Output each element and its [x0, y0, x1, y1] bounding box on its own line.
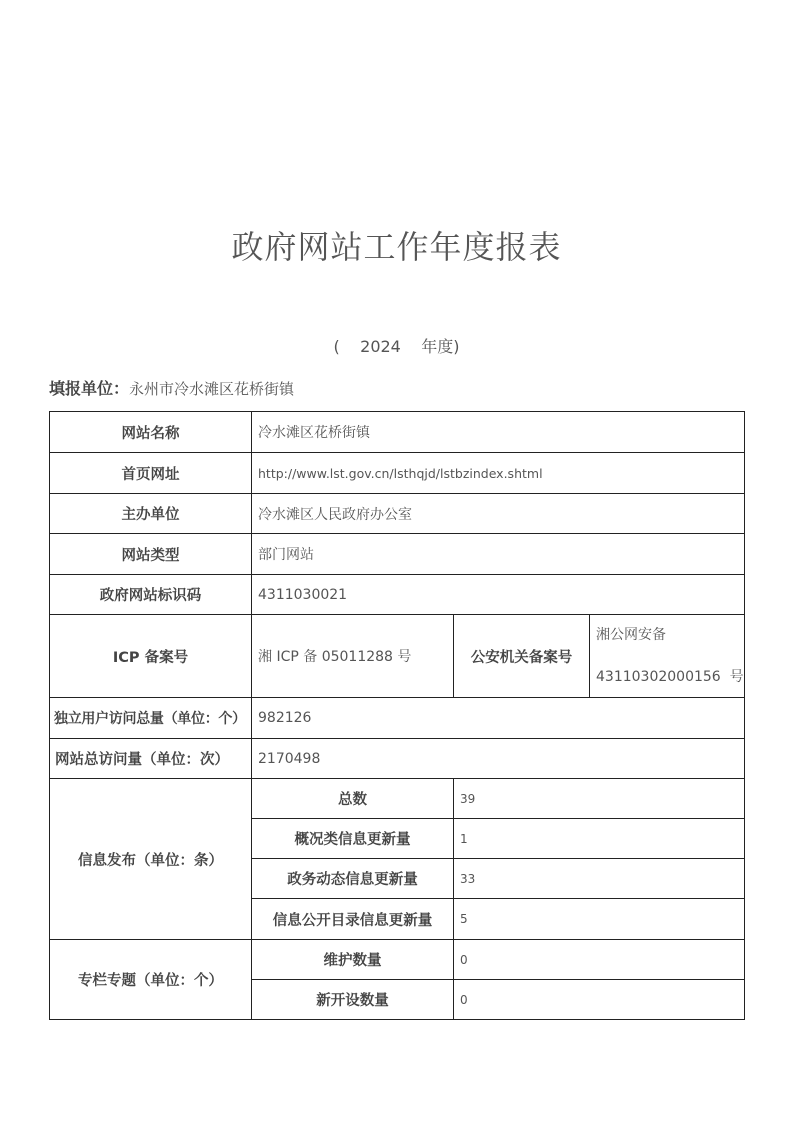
filling-unit: [49, 376, 294, 399]
police-record-line2: 43110302000156 号: [596, 669, 744, 685]
table-row: [50, 779, 745, 819]
table-row: [50, 412, 745, 453]
sponsor-label: 主办单位: [50, 494, 252, 534]
table-row: [50, 615, 745, 698]
icp-value: 湘 ICP 备 05011288 号: [252, 615, 454, 698]
report-year: ( 2024 年度): [333, 337, 460, 356]
columns-item-value: 0: [454, 940, 745, 980]
table-row: [50, 698, 745, 739]
site-name-label: 网站名称: [50, 412, 252, 453]
homepage-value: http://www.lst.gov.cn/lsthqjd/lstbzindex.shtml: [252, 453, 745, 494]
site-type-label: 网站类型: [50, 534, 252, 575]
unique-visitors-value: 982126: [252, 698, 745, 739]
columns-topics-label: 专栏专题（单位：个）: [50, 940, 252, 1020]
filling-unit-label: 填报单位：: [49, 379, 130, 398]
report-table: [49, 411, 745, 1020]
table-row: [50, 940, 745, 980]
columns-item-label: 新开设数量: [252, 980, 454, 1020]
table-row: [50, 739, 745, 779]
info-publish-item-value: 1: [454, 819, 745, 859]
info-publish-item-value: 39: [454, 779, 745, 819]
site-type-value: 部门网站: [252, 534, 745, 575]
total-visits-value: 2170498: [252, 739, 745, 779]
document-title: 政府网站工作年度报表: [231, 228, 562, 266]
total-visits-label: 网站总访问量（单位：次）: [50, 739, 252, 779]
unique-visitors-label: 独立用户访问总量（单位：个）: [50, 698, 252, 739]
sponsor-value: 冷水滩区人民政府办公室: [252, 494, 745, 534]
homepage-label: 首页网址: [50, 453, 252, 494]
table-row: [50, 494, 745, 534]
police-record-value: [590, 615, 745, 698]
columns-item-value: 0: [454, 980, 745, 1020]
info-publish-item-label: 信息公开目录信息更新量: [252, 899, 454, 940]
site-name-value: 冷水滩区花桥街镇: [252, 412, 745, 453]
info-publish-label: 信息发布（单位：条）: [50, 779, 252, 940]
police-record-line1: 湘公网安备: [596, 627, 666, 643]
site-code-label: 政府网站标识码: [50, 575, 252, 615]
table-row: [50, 534, 745, 575]
info-publish-item-label: 概况类信息更新量: [252, 819, 454, 859]
columns-item-label: 维护数量: [252, 940, 454, 980]
table-row: [50, 575, 745, 615]
info-publish-item-value: 33: [454, 859, 745, 899]
table-row: [50, 453, 745, 494]
info-publish-item-value: 5: [454, 899, 745, 940]
site-code-value: 4311030021: [252, 575, 745, 615]
icp-label: ICP 备案号: [50, 615, 252, 698]
police-record-label: 公安机关备案号: [454, 615, 590, 698]
info-publish-item-label: 总数: [252, 779, 454, 819]
filling-unit-value: 永州市冷水滩区花桥街镇: [129, 380, 295, 398]
info-publish-item-label: 政务动态信息更新量: [252, 859, 454, 899]
